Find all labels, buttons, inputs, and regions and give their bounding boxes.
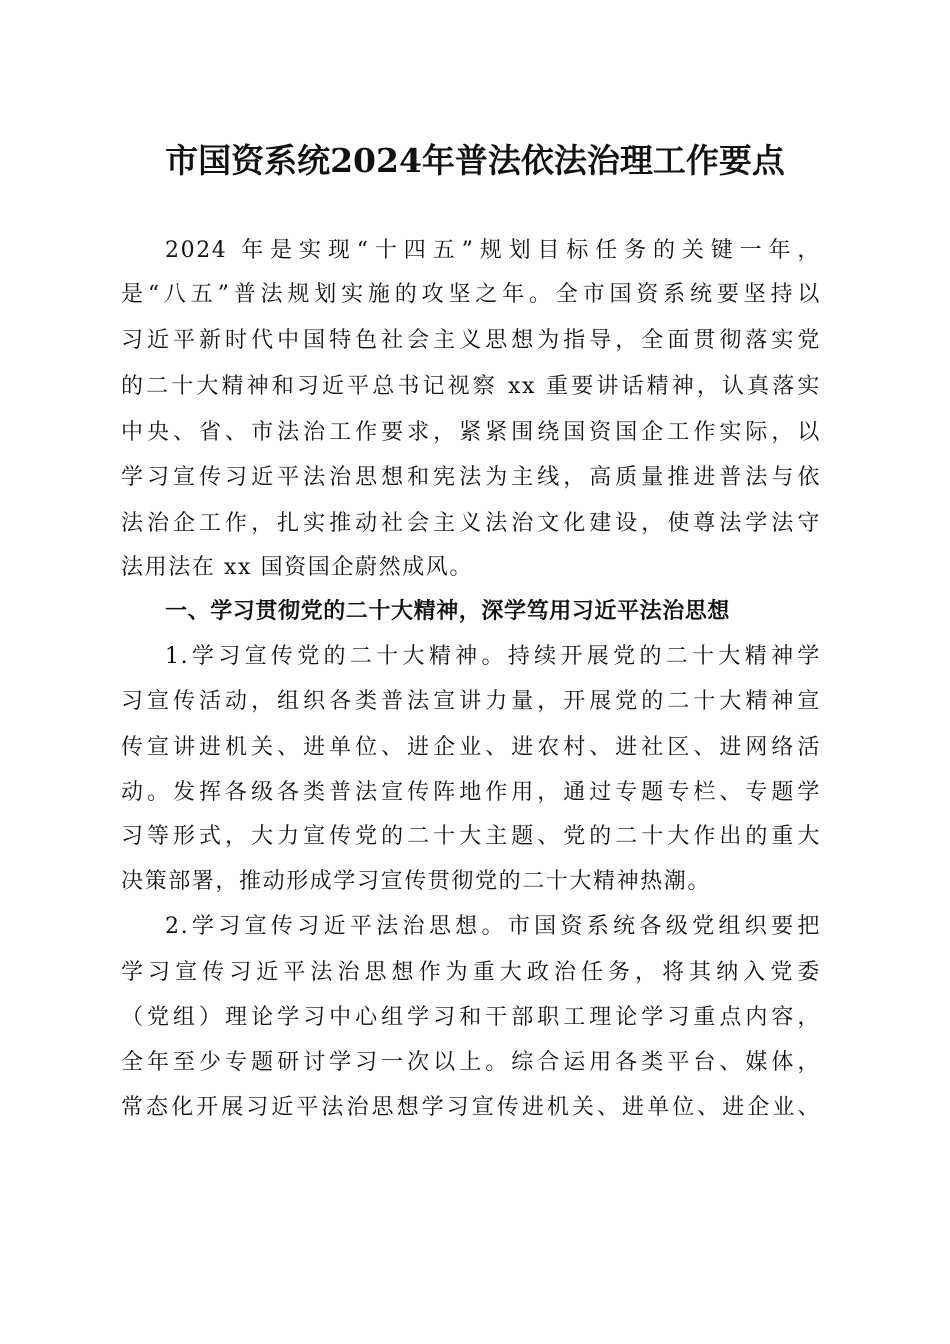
paragraph-line: 习宣传活动，组织各类普法宣讲力量，开展党的二十大精神宣: [121, 689, 821, 714]
section-heading: 一、学习贯彻党的二十大精神，深学笃用习近平法治思想: [165, 599, 731, 624]
paragraph-line: 学习宣传习近平法治思想作为重大政治任务，将其纳入党委: [121, 960, 821, 985]
paragraph-line: 传宣讲进机关、进单位、进企业、进农村、进社区、进网络活: [121, 735, 821, 760]
paragraph-line: 的二十大精神和习近平总书记视察 xx 重要讲话精神，认真落实: [121, 374, 821, 399]
paragraph-line: 习近平新时代中国特色社会主义思想为指导，全面贯彻落实党: [121, 328, 821, 353]
paragraph-line: 法用法在 xx 国资国企蔚然成风。: [121, 555, 474, 580]
paragraph-line: 1.学习宣传党的二十大精神。持续开展党的二十大精神学: [165, 644, 821, 669]
paragraph-line: 中央、省、市法治工作要求，紧紧围绕国资国企工作实际，以: [121, 420, 821, 445]
paragraph-line: 2.学习宣传习近平法治思想。市国资系统各级党组织要把: [165, 914, 821, 939]
paragraph-line: 全年至少专题研讨学习一次以上。综合运用各类平台、媒体，: [121, 1050, 821, 1075]
paragraph-line: 2024 年是实现“十四五”规划目标任务的关键一年，: [165, 238, 821, 263]
paragraph-line: 法治企工作，扎实推动社会主义法治文化建设，使尊法学法守: [121, 511, 821, 536]
paragraph-line: 常态化开展习近平法治思想学习宣传进机关、进单位、进企业、: [121, 1095, 821, 1120]
paragraph-line: 习等形式，大力宣传党的二十大主题、党的二十大作出的重大: [121, 824, 821, 849]
paragraph-line: 决策部署，推动形成学习宣传贯彻党的二十大精神热潮。: [121, 869, 712, 894]
paragraph-line: 是“八五”普法规划实施的攻坚之年。全市国资系统要坚持以: [121, 282, 821, 307]
paragraph-line: （党组）理论学习中心组学习和干部职工理论学习重点内容，: [121, 1005, 821, 1030]
paragraph-line: 学习宣传习近平法治思想和宪法为主线，高质量推进普法与依: [121, 465, 821, 490]
document-title: 市国资系统2024年普法依法治理工作要点: [165, 141, 785, 180]
paragraph-line: 动。发挥各级各类普法宣传阵地作用，通过专题专栏、专题学: [121, 780, 821, 805]
